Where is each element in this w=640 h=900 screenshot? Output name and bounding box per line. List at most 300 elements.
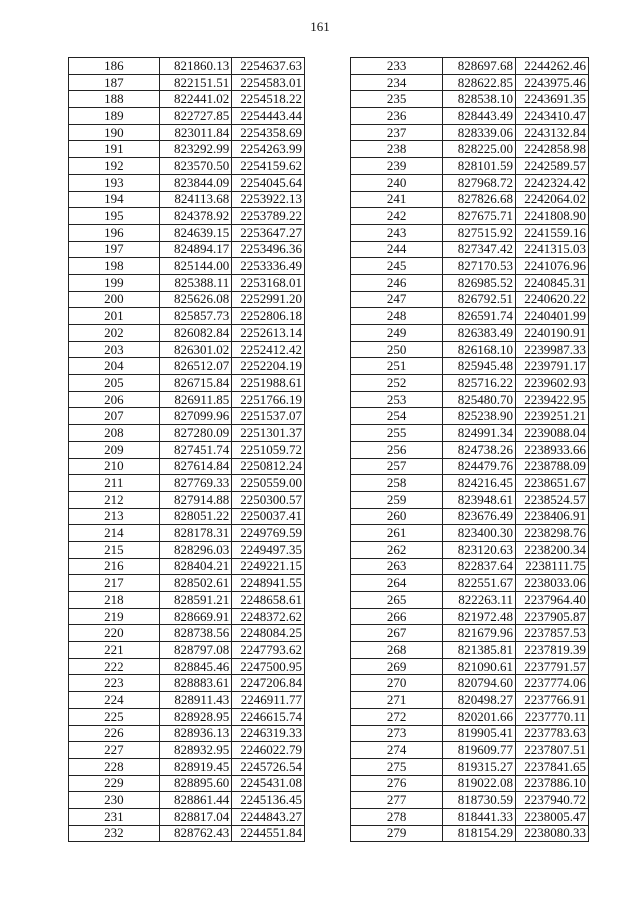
table-row (351, 425, 589, 442)
x-coordinate-cell: 825716.22 (443, 375, 516, 392)
x-coordinate-cell: 828404.21 (159, 558, 232, 575)
y-coordinate-cell: 2254045.64 (232, 174, 305, 191)
table-row (351, 658, 589, 675)
y-coordinate-cell: 2238111.75 (516, 558, 589, 575)
table-row (69, 441, 305, 458)
point-number-cell: 208 (69, 425, 160, 442)
x-coordinate-cell: 825480.70 (443, 391, 516, 408)
y-coordinate-cell: 2242064.02 (516, 191, 589, 208)
point-number-cell: 218 (69, 592, 160, 609)
table-row (351, 208, 589, 225)
y-coordinate-cell: 2248941.55 (232, 575, 305, 592)
y-coordinate-cell: 2244262.46 (516, 58, 589, 75)
y-coordinate-cell: 2252991.20 (232, 291, 305, 308)
x-coordinate-cell: 828591.21 (159, 592, 232, 609)
point-number-cell: 193 (69, 174, 160, 191)
x-coordinate-cell: 827451.74 (159, 441, 232, 458)
table-row (69, 825, 305, 842)
point-number-cell: 203 (69, 341, 160, 358)
x-coordinate-cell: 825388.11 (159, 274, 232, 291)
x-coordinate-cell: 824738.26 (443, 441, 516, 458)
x-coordinate-cell: 818441.33 (443, 808, 516, 825)
table-row (69, 74, 305, 91)
point-number-cell: 217 (69, 575, 160, 592)
table-row (69, 208, 305, 225)
y-coordinate-cell: 2237886.10 (516, 775, 589, 792)
point-number-cell: 257 (351, 458, 443, 475)
point-number-cell: 258 (351, 475, 443, 492)
point-number-cell: 214 (69, 525, 160, 542)
table-row (351, 358, 589, 375)
y-coordinate-cell: 2245136.45 (232, 792, 305, 809)
table-row (69, 425, 305, 442)
x-coordinate-cell: 826383.49 (443, 325, 516, 342)
table-row (351, 592, 589, 609)
table-row (69, 792, 305, 809)
point-number-cell: 265 (351, 592, 443, 609)
table-row (69, 274, 305, 291)
y-coordinate-cell: 2237770.11 (516, 708, 589, 725)
x-coordinate-cell: 821385.81 (443, 642, 516, 659)
x-coordinate-cell: 828895.60 (159, 775, 232, 792)
table-row (69, 725, 305, 742)
table-row (351, 325, 589, 342)
point-number-cell: 238 (351, 141, 443, 158)
y-coordinate-cell: 2240620.22 (516, 291, 589, 308)
y-coordinate-cell: 2239251.21 (516, 408, 589, 425)
point-number-cell: 209 (69, 441, 160, 458)
y-coordinate-cell: 2247500.95 (232, 658, 305, 675)
y-coordinate-cell: 2249497.35 (232, 541, 305, 558)
y-coordinate-cell: 2253496.36 (232, 241, 305, 258)
table-row (351, 308, 589, 325)
x-coordinate-cell: 826985.52 (443, 274, 516, 291)
x-coordinate-cell: 828622.85 (443, 74, 516, 91)
x-coordinate-cell: 828225.00 (443, 141, 516, 158)
table-row (69, 258, 305, 275)
y-coordinate-cell: 2246615.74 (232, 708, 305, 725)
table-row (69, 58, 305, 75)
point-number-cell: 255 (351, 425, 443, 442)
y-coordinate-cell: 2239791.17 (516, 358, 589, 375)
y-coordinate-cell: 2241808.90 (516, 208, 589, 225)
table-row (69, 174, 305, 191)
y-coordinate-cell: 2251537.07 (232, 408, 305, 425)
point-number-cell: 259 (351, 491, 443, 508)
x-coordinate-cell: 824479.76 (443, 458, 516, 475)
y-coordinate-cell: 2252613.14 (232, 325, 305, 342)
point-number-cell: 206 (69, 391, 160, 408)
table-row (351, 174, 589, 191)
table-row (69, 408, 305, 425)
y-coordinate-cell: 2237819.39 (516, 642, 589, 659)
y-coordinate-cell: 2242324.42 (516, 174, 589, 191)
table-row (351, 792, 589, 809)
table-row (69, 541, 305, 558)
point-number-cell: 268 (351, 642, 443, 659)
coordinate-table-right (350, 57, 589, 842)
x-coordinate-cell: 828797.08 (159, 642, 232, 659)
point-number-cell: 225 (69, 708, 160, 725)
y-coordinate-cell: 2254637.63 (232, 58, 305, 75)
point-number-cell: 204 (69, 358, 160, 375)
table-row (351, 675, 589, 692)
x-coordinate-cell: 825144.00 (159, 258, 232, 275)
point-number-cell: 186 (69, 58, 160, 75)
y-coordinate-cell: 2242858.98 (516, 141, 589, 158)
point-number-cell: 202 (69, 325, 160, 342)
x-coordinate-cell: 822837.64 (443, 558, 516, 575)
table-row (351, 441, 589, 458)
x-coordinate-cell: 824894.17 (159, 241, 232, 258)
x-coordinate-cell: 824113.68 (159, 191, 232, 208)
x-coordinate-cell: 828817.04 (159, 808, 232, 825)
x-coordinate-cell: 825238.90 (443, 408, 516, 425)
table-row (69, 558, 305, 575)
x-coordinate-cell: 827280.09 (159, 425, 232, 442)
y-coordinate-cell: 2239602.93 (516, 375, 589, 392)
x-coordinate-cell: 828911.43 (159, 692, 232, 709)
x-coordinate-cell: 823120.63 (443, 541, 516, 558)
y-coordinate-cell: 2252412.42 (232, 341, 305, 358)
table-row (69, 625, 305, 642)
table-row (69, 708, 305, 725)
table-row (69, 458, 305, 475)
table-row (351, 258, 589, 275)
y-coordinate-cell: 2246911.77 (232, 692, 305, 709)
y-coordinate-cell: 2241076.96 (516, 258, 589, 275)
x-coordinate-cell: 826591.74 (443, 308, 516, 325)
table-row (69, 358, 305, 375)
point-number-cell: 213 (69, 508, 160, 525)
point-number-cell: 229 (69, 775, 160, 792)
x-coordinate-cell: 819315.27 (443, 758, 516, 775)
point-number-cell: 200 (69, 291, 160, 308)
point-number-cell: 249 (351, 325, 443, 342)
point-number-cell: 224 (69, 692, 160, 709)
table-row (351, 742, 589, 759)
point-number-cell: 241 (351, 191, 443, 208)
table-row (351, 391, 589, 408)
x-coordinate-cell: 818730.59 (443, 792, 516, 809)
y-coordinate-cell: 2254159.62 (232, 158, 305, 175)
y-coordinate-cell: 2237783.63 (516, 725, 589, 742)
table-row (69, 592, 305, 609)
y-coordinate-cell: 2252204.19 (232, 358, 305, 375)
point-number-cell: 272 (351, 708, 443, 725)
table-row (69, 808, 305, 825)
y-coordinate-cell: 2237964.40 (516, 592, 589, 609)
x-coordinate-cell: 824991.34 (443, 425, 516, 442)
table-row (69, 108, 305, 125)
point-number-cell: 230 (69, 792, 160, 809)
y-coordinate-cell: 2238080.33 (516, 825, 589, 842)
point-number-cell: 197 (69, 241, 160, 258)
y-coordinate-cell: 2237807.51 (516, 742, 589, 759)
point-number-cell: 228 (69, 758, 160, 775)
point-number-cell: 276 (351, 775, 443, 792)
point-number-cell: 267 (351, 625, 443, 642)
point-number-cell: 273 (351, 725, 443, 742)
x-coordinate-cell: 821679.96 (443, 625, 516, 642)
table-row (351, 608, 589, 625)
table-row (351, 625, 589, 642)
table-row (351, 74, 589, 91)
point-number-cell: 190 (69, 124, 160, 141)
table-row (69, 341, 305, 358)
x-coordinate-cell: 828296.03 (159, 541, 232, 558)
y-coordinate-cell: 2243132.84 (516, 124, 589, 141)
y-coordinate-cell: 2240401.99 (516, 308, 589, 325)
point-number-cell: 235 (351, 91, 443, 108)
point-number-cell: 192 (69, 158, 160, 175)
table-row (69, 692, 305, 709)
x-coordinate-cell: 827675.71 (443, 208, 516, 225)
table-row (69, 91, 305, 108)
x-coordinate-cell: 827826.68 (443, 191, 516, 208)
table-row (351, 58, 589, 75)
y-coordinate-cell: 2245726.54 (232, 758, 305, 775)
y-coordinate-cell: 2239422.95 (516, 391, 589, 408)
x-coordinate-cell: 828502.61 (159, 575, 232, 592)
point-number-cell: 222 (69, 658, 160, 675)
table-row (69, 775, 305, 792)
table-row (351, 725, 589, 742)
y-coordinate-cell: 2251766.19 (232, 391, 305, 408)
x-coordinate-cell: 823292.99 (159, 141, 232, 158)
x-coordinate-cell: 828883.61 (159, 675, 232, 692)
point-number-cell: 260 (351, 508, 443, 525)
point-number-cell: 220 (69, 625, 160, 642)
point-number-cell: 278 (351, 808, 443, 825)
y-coordinate-cell: 2237940.72 (516, 792, 589, 809)
table-row (351, 241, 589, 258)
y-coordinate-cell: 2254518.22 (232, 91, 305, 108)
table-row (351, 291, 589, 308)
y-coordinate-cell: 2242589.57 (516, 158, 589, 175)
x-coordinate-cell: 821972.48 (443, 608, 516, 625)
table-row (351, 541, 589, 558)
table-row (69, 491, 305, 508)
x-coordinate-cell: 828919.45 (159, 758, 232, 775)
point-number-cell: 234 (351, 74, 443, 91)
table-row (351, 375, 589, 392)
y-coordinate-cell: 2238298.76 (516, 525, 589, 542)
x-coordinate-cell: 828339.06 (443, 124, 516, 141)
table-row (69, 325, 305, 342)
x-coordinate-cell: 826082.84 (159, 325, 232, 342)
table-row (69, 675, 305, 692)
point-number-cell: 189 (69, 108, 160, 125)
x-coordinate-cell: 823011.84 (159, 124, 232, 141)
x-coordinate-cell: 820498.27 (443, 692, 516, 709)
table-row (69, 742, 305, 759)
point-number-cell: 266 (351, 608, 443, 625)
y-coordinate-cell: 2243975.46 (516, 74, 589, 91)
x-coordinate-cell: 822551.67 (443, 575, 516, 592)
point-number-cell: 242 (351, 208, 443, 225)
y-coordinate-cell: 2253336.49 (232, 258, 305, 275)
x-coordinate-cell: 828051.22 (159, 508, 232, 525)
point-number-cell: 244 (351, 241, 443, 258)
x-coordinate-cell: 826911.85 (159, 391, 232, 408)
point-number-cell: 246 (351, 274, 443, 291)
table-row (69, 525, 305, 542)
point-number-cell: 247 (351, 291, 443, 308)
x-coordinate-cell: 822151.51 (159, 74, 232, 91)
point-number-cell: 199 (69, 274, 160, 291)
table-row (351, 158, 589, 175)
y-coordinate-cell: 2238406.91 (516, 508, 589, 525)
table-row (351, 274, 589, 291)
y-coordinate-cell: 2253168.01 (232, 274, 305, 291)
table-row (351, 508, 589, 525)
x-coordinate-cell: 828762.43 (159, 825, 232, 842)
y-coordinate-cell: 2244551.84 (232, 825, 305, 842)
table-row (69, 642, 305, 659)
table-row (69, 658, 305, 675)
point-number-cell: 256 (351, 441, 443, 458)
y-coordinate-cell: 2246319.33 (232, 725, 305, 742)
table-row (69, 608, 305, 625)
table-row (351, 108, 589, 125)
table-row (351, 124, 589, 141)
point-number-cell: 237 (351, 124, 443, 141)
point-number-cell: 254 (351, 408, 443, 425)
y-coordinate-cell: 2249221.15 (232, 558, 305, 575)
x-coordinate-cell: 823676.49 (443, 508, 516, 525)
y-coordinate-cell: 2238651.67 (516, 475, 589, 492)
x-coordinate-cell: 827170.53 (443, 258, 516, 275)
point-number-cell: 216 (69, 558, 160, 575)
y-coordinate-cell: 2254583.01 (232, 74, 305, 91)
table-row (69, 224, 305, 241)
point-number-cell: 195 (69, 208, 160, 225)
point-number-cell: 239 (351, 158, 443, 175)
y-coordinate-cell: 2250559.00 (232, 475, 305, 492)
point-number-cell: 271 (351, 692, 443, 709)
y-coordinate-cell: 2243691.35 (516, 91, 589, 108)
point-number-cell: 279 (351, 825, 443, 842)
point-number-cell: 277 (351, 792, 443, 809)
y-coordinate-cell: 2253922.13 (232, 191, 305, 208)
y-coordinate-cell: 2252806.18 (232, 308, 305, 325)
y-coordinate-cell: 2240190.91 (516, 325, 589, 342)
table-row (69, 141, 305, 158)
point-number-cell: 205 (69, 375, 160, 392)
x-coordinate-cell: 818154.29 (443, 825, 516, 842)
table-row (351, 491, 589, 508)
x-coordinate-cell: 825626.08 (159, 291, 232, 308)
table-row (351, 808, 589, 825)
x-coordinate-cell: 828101.59 (443, 158, 516, 175)
x-coordinate-cell: 826512.07 (159, 358, 232, 375)
point-number-cell: 221 (69, 642, 160, 659)
point-number-cell: 223 (69, 675, 160, 692)
y-coordinate-cell: 2254263.99 (232, 141, 305, 158)
table-row (351, 91, 589, 108)
point-number-cell: 262 (351, 541, 443, 558)
x-coordinate-cell: 828538.10 (443, 91, 516, 108)
point-number-cell: 240 (351, 174, 443, 191)
point-number-cell: 236 (351, 108, 443, 125)
table-row (69, 391, 305, 408)
page-number: 161 (310, 19, 330, 34)
x-coordinate-cell: 827099.96 (159, 408, 232, 425)
x-coordinate-cell: 827614.84 (159, 458, 232, 475)
x-coordinate-cell: 822727.85 (159, 108, 232, 125)
x-coordinate-cell: 827347.42 (443, 241, 516, 258)
y-coordinate-cell: 2253789.22 (232, 208, 305, 225)
point-number-cell: 245 (351, 258, 443, 275)
y-coordinate-cell: 2250812.24 (232, 458, 305, 475)
table-row (69, 575, 305, 592)
y-coordinate-cell: 2250037.41 (232, 508, 305, 525)
x-coordinate-cell: 827515.92 (443, 224, 516, 241)
point-number-cell: 219 (69, 608, 160, 625)
x-coordinate-cell: 823844.09 (159, 174, 232, 191)
x-coordinate-cell: 826715.84 (159, 375, 232, 392)
table-row (69, 758, 305, 775)
table-row (69, 124, 305, 141)
point-number-cell: 191 (69, 141, 160, 158)
point-number-cell: 252 (351, 375, 443, 392)
x-coordinate-cell: 828932.95 (159, 742, 232, 759)
y-coordinate-cell: 2239088.04 (516, 425, 589, 442)
x-coordinate-cell: 824216.45 (443, 475, 516, 492)
point-number-cell: 194 (69, 191, 160, 208)
table-row (351, 525, 589, 542)
point-number-cell: 251 (351, 358, 443, 375)
y-coordinate-cell: 2238524.57 (516, 491, 589, 508)
x-coordinate-cell: 828443.49 (443, 108, 516, 125)
table-row (351, 575, 589, 592)
y-coordinate-cell: 2246022.79 (232, 742, 305, 759)
table-row (351, 558, 589, 575)
y-coordinate-cell: 2237841.65 (516, 758, 589, 775)
x-coordinate-cell: 824378.92 (159, 208, 232, 225)
x-coordinate-cell: 821090.61 (443, 658, 516, 675)
point-number-cell: 226 (69, 725, 160, 742)
point-number-cell: 253 (351, 391, 443, 408)
y-coordinate-cell: 2244843.27 (232, 808, 305, 825)
table-row (351, 408, 589, 425)
point-number-cell: 264 (351, 575, 443, 592)
x-coordinate-cell: 826168.10 (443, 341, 516, 358)
x-coordinate-cell: 822441.02 (159, 91, 232, 108)
point-number-cell: 248 (351, 308, 443, 325)
y-coordinate-cell: 2250300.57 (232, 491, 305, 508)
table-row (351, 458, 589, 475)
y-coordinate-cell: 2241559.16 (516, 224, 589, 241)
table-row (69, 191, 305, 208)
y-coordinate-cell: 2238200.34 (516, 541, 589, 558)
table-row (351, 825, 589, 842)
y-coordinate-cell: 2241315.03 (516, 241, 589, 258)
table-row (351, 191, 589, 208)
table-row (351, 775, 589, 792)
point-number-cell: 270 (351, 675, 443, 692)
point-number-cell: 263 (351, 558, 443, 575)
y-coordinate-cell: 2237857.53 (516, 625, 589, 642)
y-coordinate-cell: 2247206.84 (232, 675, 305, 692)
x-coordinate-cell: 825857.73 (159, 308, 232, 325)
x-coordinate-cell: 828936.13 (159, 725, 232, 742)
x-coordinate-cell: 828861.44 (159, 792, 232, 809)
point-number-cell: 274 (351, 742, 443, 759)
table-row (69, 291, 305, 308)
coordinate-table-left (68, 57, 305, 842)
